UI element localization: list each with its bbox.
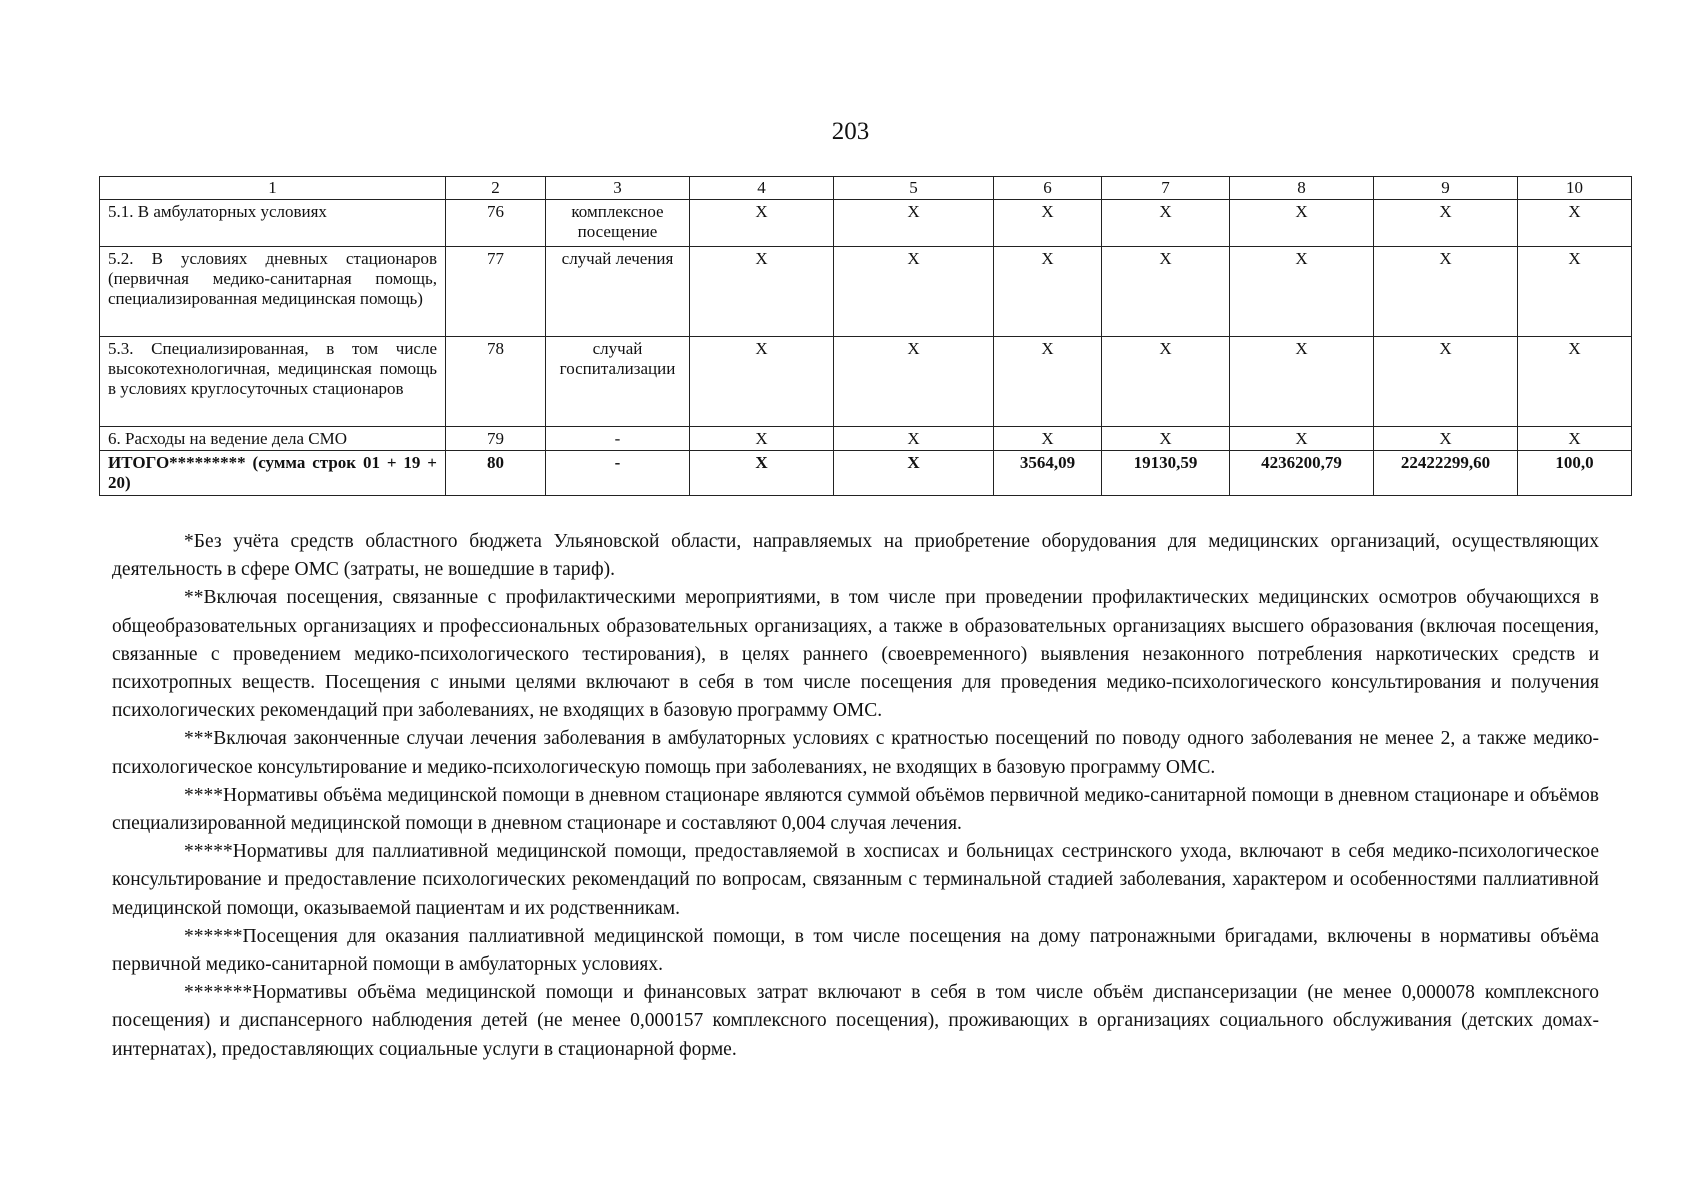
table-row bbox=[100, 247, 1632, 337]
column-number: 3 bbox=[546, 177, 690, 200]
cell-col-4: X bbox=[690, 427, 834, 451]
row-line-number: 79 bbox=[446, 427, 546, 451]
column-number: 2 bbox=[446, 177, 546, 200]
total-row bbox=[100, 451, 1632, 496]
total-col-9: 22422299,60 bbox=[1374, 451, 1518, 496]
cell-col-6: X bbox=[994, 247, 1102, 337]
cell-col-10: X bbox=[1518, 427, 1632, 451]
row-unit: случай лечения bbox=[546, 247, 690, 337]
cell-col-6: X bbox=[994, 337, 1102, 427]
row-line-number: 77 bbox=[446, 247, 546, 337]
footnote-1: *Без учёта средств областного бюджета Ульяновской области, направляемых на приобретение оборудования для медицинских организаций, осуществляющих деятельность в сфере ОМС (затраты, не вошедшие в тариф). bbox=[112, 531, 1599, 581]
total-col-7: 19130,59 bbox=[1102, 451, 1230, 496]
cell-col-8: X bbox=[1230, 427, 1374, 451]
column-number: 4 bbox=[690, 177, 834, 200]
total-col-6: 3564,09 bbox=[994, 451, 1102, 496]
cell-col-7: X bbox=[1102, 427, 1230, 451]
row-unit: - bbox=[546, 427, 690, 451]
cell-col-7: X bbox=[1102, 200, 1230, 247]
cell-col-7: X bbox=[1102, 337, 1230, 427]
total-line-number: 80 bbox=[446, 451, 546, 496]
footnotes bbox=[112, 528, 1599, 1064]
column-number: 9 bbox=[1374, 177, 1518, 200]
cell-col-8: X bbox=[1230, 337, 1374, 427]
cell-col-9: X bbox=[1374, 200, 1518, 247]
cell-col-5: X bbox=[834, 247, 994, 337]
cell-col-9: X bbox=[1374, 337, 1518, 427]
footnote-6: ******Посещения для оказания паллиативной медицинской помощи, в том числе посещения на дому патронажными бригадами, включены в нормативы объёма первичной медико-санитарной помощи в амбулаторных условиях. bbox=[112, 925, 1599, 976]
cell-col-4: X bbox=[690, 200, 834, 247]
page-number: 203 bbox=[831, 118, 870, 145]
column-number: 5 bbox=[834, 177, 994, 200]
cell-col-4: X bbox=[690, 247, 834, 337]
footnote-3: ***Включая законченные случаи лечения заболевания в амбулаторных условиях с кратностью посещений по поводу одного заболевания не менее 2, а также медико-психологическое консультирование и медико-психологическую помощь при заболеваниях, не входящих в базовую программу ОМС. bbox=[112, 728, 1599, 778]
total-col-4: X bbox=[690, 451, 834, 496]
row-name: 5.2. В условиях дневных стационаров (первичная медико-санитарная помощь, специализированная медицинская помощь) bbox=[100, 247, 446, 337]
footnote-2: **Включая посещения, связанные с профилактическими мероприятиями, в том числе при проведении профилактических медицинских осмотров обучающихся в общеобразовательных организациях и профессиональных образовательных организациях, а также в образовательных организациях высшего образования (включая посещения, связанные с проведением медико-психологического тестирования), в целях раннего (своевременного) выявления незаконного потребления наркотических средств и психотропных веществ. Посещения с иными целями включают в себя в том числе посещения для проведения медико-психологического консультирования и получения психологических рекомендаций при заболеваниях, не входящих в базовую программу ОМС. bbox=[112, 587, 1599, 722]
row-line-number: 78 bbox=[446, 337, 546, 427]
cell-col-6: X bbox=[994, 200, 1102, 247]
row-name: 5.3. Специализированная, в том числе высокотехнологичная, медицинская помощь в условиях круглосуточных стационаров bbox=[100, 337, 446, 427]
cell-col-5: X bbox=[834, 337, 994, 427]
total-col-5: X bbox=[834, 451, 994, 496]
total-row-name: ИТОГО********* (сумма строк 01 + 19 + 20) bbox=[100, 451, 446, 496]
cell-col-9: X bbox=[1374, 427, 1518, 451]
column-number: 1 bbox=[100, 177, 446, 200]
total-unit: - bbox=[546, 451, 690, 496]
table-row bbox=[100, 337, 1632, 427]
footnote-7: *******Нормативы объёма медицинской помощи и финансовых затрат включают в себя в том числе объём диспансеризации (не менее 0,000078 комплексного посещения) и диспансерного наблюдения детей (не менее 0,000157 комплексного посещения), проживающих в организациях социального обслуживания (детских домах-интернатах), предоставляющих социальные услуги в стационарной форме. bbox=[112, 982, 1599, 1060]
row-name: 5.1. В амбулаторных условиях bbox=[100, 200, 446, 247]
cell-col-5: X bbox=[834, 200, 994, 247]
cell-col-10: X bbox=[1518, 247, 1632, 337]
column-number-row bbox=[100, 177, 1632, 200]
column-number: 8 bbox=[1230, 177, 1374, 200]
row-name: 6. Расходы на ведение дела СМО bbox=[100, 427, 446, 451]
cell-col-4: X bbox=[690, 337, 834, 427]
cell-col-5: X bbox=[834, 427, 994, 451]
cell-col-9: X bbox=[1374, 247, 1518, 337]
table-row bbox=[100, 200, 1632, 247]
cell-col-8: X bbox=[1230, 247, 1374, 337]
cell-col-7: X bbox=[1102, 247, 1230, 337]
row-line-number: 76 bbox=[446, 200, 546, 247]
data-table bbox=[99, 176, 1632, 496]
total-col-8: 4236200,79 bbox=[1230, 451, 1374, 496]
column-number: 6 bbox=[994, 177, 1102, 200]
column-number: 7 bbox=[1102, 177, 1230, 200]
cell-col-10: X bbox=[1518, 200, 1632, 247]
footnote-4: ****Нормативы объёма медицинской помощи в дневном стационаре являются суммой объёмов первичной медико-санитарной помощи в дневном стационаре и объёмов специализированной медицинской помощи в дневном стационаре и составляют 0,004 случая лечения. bbox=[112, 784, 1599, 835]
cell-col-6: X bbox=[994, 427, 1102, 451]
cell-col-8: X bbox=[1230, 200, 1374, 247]
row-unit: случай госпитализации bbox=[546, 337, 690, 427]
footnote-5: *****Нормативы для паллиативной медицинской помощи, предоставляемой в хосписах и больницах сестринского ухода, включают в себя медико-психологическое консультирование и предоставление психологических рекомендаций по вопросам, связанным с терминальной стадией заболевания, характером и особенностями паллиативной медицинской помощи, оказываемой пациентам и их родственникам. bbox=[112, 841, 1599, 919]
row-unit: комплексное посещение bbox=[546, 200, 690, 247]
total-col-10: 100,0 bbox=[1518, 451, 1632, 496]
table-row bbox=[100, 427, 1632, 451]
cell-col-10: X bbox=[1518, 337, 1632, 427]
column-number: 10 bbox=[1518, 177, 1632, 200]
